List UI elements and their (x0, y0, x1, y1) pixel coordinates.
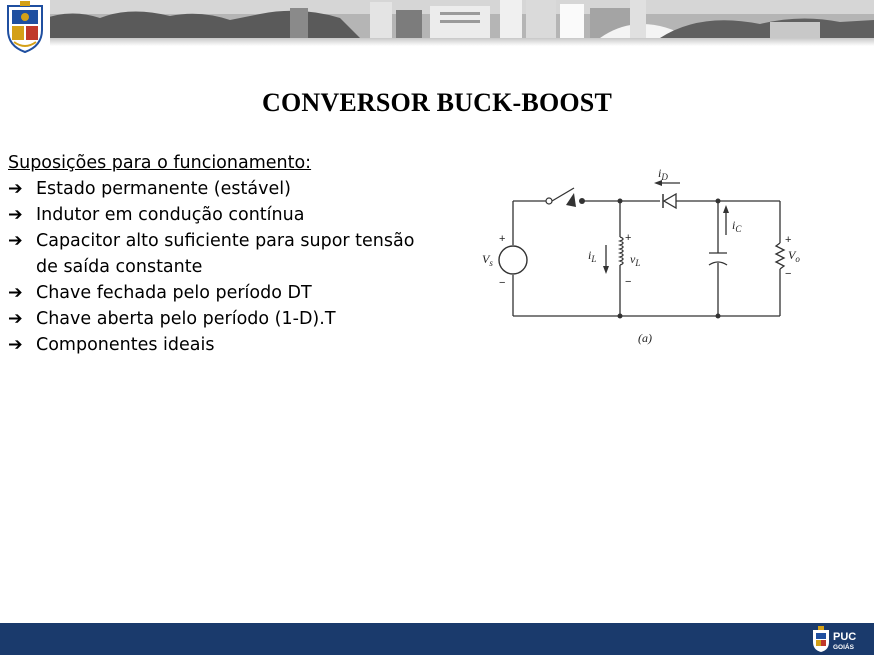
right-arrow-icon: ➔ (8, 205, 23, 225)
vl-minus-sign: − (625, 276, 632, 288)
list-item (8, 202, 428, 228)
header-banner (0, 0, 874, 38)
list-item (8, 306, 428, 332)
switch-pointer (566, 193, 576, 207)
footer-logo-text-goias: GOIÁS (833, 644, 854, 651)
junction-dot (618, 314, 623, 319)
list-item (8, 332, 428, 358)
list-item (8, 280, 428, 306)
ic-arrowhead (723, 205, 729, 213)
vs-minus-sign: − (499, 277, 506, 289)
inductor-coil (620, 237, 623, 265)
svg-text:iC (732, 218, 742, 234)
switch-contact-open (546, 198, 552, 204)
label-ic: i (732, 218, 736, 232)
puc-goias-logo (810, 625, 868, 653)
svg-text:vL (630, 252, 640, 268)
junction-dot (716, 199, 721, 204)
list-item-text: Chave aberta pelo período (1-D).T (36, 309, 336, 329)
diode-icon (664, 194, 676, 208)
svg-text:Vo (788, 248, 800, 264)
right-arrow-icon: ➔ (8, 309, 23, 329)
right-arrow-icon: ➔ (8, 335, 23, 355)
svg-text:iD (658, 166, 668, 182)
label-il-sub: L (591, 254, 597, 264)
buck-boost-circuit-diagram (470, 155, 810, 355)
label-vl-sub: L (635, 258, 641, 268)
label-vo: V (788, 248, 796, 262)
footer-logo-text-puc: PUC (833, 631, 857, 643)
list-item-text: Chave fechada pelo período DT (36, 283, 312, 303)
vo-minus-sign: − (785, 268, 792, 280)
label-vo-sub: o (795, 254, 800, 264)
list-item-text: Componentes ideais (36, 335, 215, 355)
vo-plus-sign: + (785, 234, 792, 246)
label-vs-sub: s (489, 258, 493, 268)
list-item-text: Indutor em condução contínua (36, 205, 305, 225)
label-vl: v (630, 252, 636, 266)
list-item-text: Estado permanente (estável) (36, 179, 291, 199)
city-skyline-photo (0, 0, 874, 38)
slide-title: CONVERSOR BUCK-BOOST (262, 88, 612, 117)
il-arrowhead (603, 266, 609, 274)
header-fade (0, 38, 874, 46)
label-id-sub: D (661, 172, 668, 182)
list-item-text: Capacitor alto suficiente para supor tensão de saída constante (36, 231, 415, 277)
university-crest-icon (0, 0, 50, 56)
footer-bar (0, 623, 874, 655)
list-heading: Suposições para o funcionamento: (8, 153, 312, 173)
right-arrow-icon: ➔ (8, 179, 23, 199)
assumptions-list (8, 150, 428, 358)
switch-contact-closed (579, 198, 585, 204)
circuit-caption: (a) (638, 331, 652, 345)
junction-dot (618, 199, 623, 204)
label-vs: V (482, 252, 490, 266)
right-arrow-icon: ➔ (8, 231, 23, 251)
label-id: i (658, 166, 662, 180)
voltage-source-icon (499, 246, 527, 274)
label-il: i (588, 248, 592, 262)
list-item (8, 228, 428, 280)
right-arrow-icon: ➔ (8, 283, 23, 303)
svg-text:iL (588, 248, 596, 264)
vl-plus-sign: + (625, 232, 632, 244)
svg-text:Vs (482, 252, 493, 268)
list-item (8, 176, 428, 202)
label-ic-sub: C (735, 224, 742, 234)
junction-dot (716, 314, 721, 319)
resistor-zigzag (776, 243, 784, 269)
vs-plus-sign: + (499, 233, 506, 245)
